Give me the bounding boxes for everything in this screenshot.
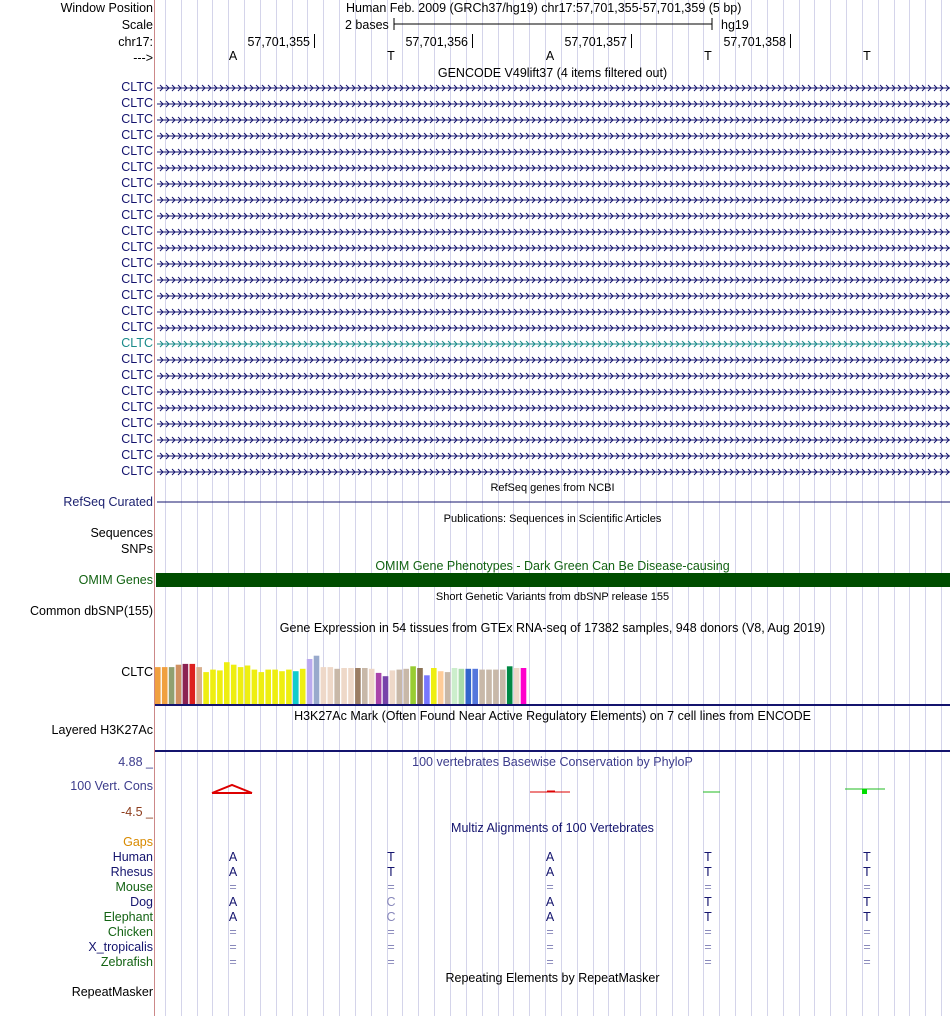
- alignment-base: A: [545, 895, 555, 909]
- gencode-transcript[interactable]: [157, 98, 950, 110]
- gencode-transcript-label[interactable]: CLTC: [121, 400, 153, 414]
- gencode-transcript[interactable]: [157, 338, 950, 350]
- gencode-transcript[interactable]: [157, 82, 950, 94]
- gtex-tissue-bar[interactable]: [507, 666, 513, 704]
- gencode-transcript-label[interactable]: CLTC: [121, 256, 153, 270]
- alignment-base: A: [228, 865, 238, 879]
- gencode-transcript-label[interactable]: CLTC: [121, 448, 153, 462]
- gencode-transcript[interactable]: [157, 450, 950, 462]
- gencode-transcript-label[interactable]: CLTC: [121, 96, 153, 110]
- gencode-transcript-label[interactable]: CLTC: [121, 272, 153, 286]
- gtex-tissue-bar[interactable]: [521, 668, 527, 704]
- gtex-tissue-bar[interactable]: [314, 656, 320, 704]
- ruler-tick: [631, 34, 632, 48]
- alignment-base: =: [387, 925, 395, 939]
- species-label[interactable]: Dog: [130, 895, 153, 909]
- gtex-tissue-bar[interactable]: [376, 673, 382, 704]
- scale-text: 2 bases: [345, 18, 389, 32]
- gencode-transcript-label[interactable]: CLTC: [121, 240, 153, 254]
- species-label[interactable]: X_tropicalis: [88, 940, 153, 954]
- reference-base: T: [387, 49, 395, 63]
- omim-feature-bar[interactable]: [156, 573, 950, 587]
- alignment-base: =: [704, 940, 712, 954]
- gencode-transcript[interactable]: [157, 178, 950, 190]
- alignment-base: =: [863, 955, 871, 969]
- alignment-base: T: [863, 850, 871, 864]
- alignment-base: T: [863, 865, 871, 879]
- alignment-base: T: [704, 910, 712, 924]
- gencode-transcript[interactable]: [157, 290, 950, 302]
- gencode-transcript[interactable]: [157, 162, 950, 174]
- alignment-base: T: [704, 895, 712, 909]
- gencode-transcript-label[interactable]: CLTC: [121, 416, 153, 430]
- gtex-tissue-bar[interactable]: [424, 675, 430, 704]
- alignment-base: =: [704, 955, 712, 969]
- gtex-tissue-bar[interactable]: [500, 670, 506, 704]
- alignment-base: =: [546, 940, 554, 954]
- alignment-base: =: [387, 880, 395, 894]
- scale-assembly: hg19: [721, 18, 749, 32]
- alignment-base: =: [704, 880, 712, 894]
- gencode-transcript-label[interactable]: CLTC: [121, 288, 153, 302]
- gencode-transcript[interactable]: [157, 322, 950, 334]
- alignment-base: =: [229, 880, 237, 894]
- window-position-label: Window Position: [60, 1, 153, 15]
- gtex-tissue-bar[interactable]: [279, 671, 285, 704]
- gtex-tissue-bar[interactable]: [155, 667, 161, 704]
- refseq-line[interactable]: [157, 501, 950, 504]
- species-label[interactable]: Zebrafish: [100, 955, 153, 969]
- gtex-tissue-bar[interactable]: [231, 665, 237, 704]
- gtex-tissue-bar[interactable]: [217, 670, 223, 704]
- gtex-tissue-bar[interactable]: [210, 670, 216, 704]
- alignment-base: A: [228, 910, 238, 924]
- gtex-title[interactable]: Gene Expression in 54 tissues from GTEx RNA-seq of 17382 samples, 948 donors (V8, Aug 2019): [279, 621, 826, 635]
- alignment-base: T: [704, 865, 712, 879]
- gtex-tissue-bar[interactable]: [438, 671, 444, 704]
- gtex-tissue-bar[interactable]: [265, 670, 271, 704]
- gtex-tissue-bar[interactable]: [390, 670, 396, 704]
- reference-base: A: [228, 49, 238, 63]
- gtex-tissue-bar[interactable]: [321, 667, 327, 704]
- gencode-transcript-label[interactable]: CLTC: [121, 208, 153, 222]
- scale-label: Scale: [121, 18, 153, 32]
- gtex-tissue-bar[interactable]: [300, 669, 306, 704]
- gencode-transcript[interactable]: [157, 146, 950, 158]
- dbsnp-label[interactable]: Common dbSNP(155): [30, 604, 153, 618]
- gtex-tissue-bar[interactable]: [417, 668, 423, 704]
- ruler-position: 57,701,356: [405, 35, 468, 49]
- gtex-tissue-bar[interactable]: [259, 672, 265, 704]
- gtex-tissue-bar[interactable]: [286, 670, 292, 704]
- alignment-base: A: [228, 895, 238, 909]
- gencode-transcript[interactable]: [157, 194, 950, 206]
- alignment-base: A: [228, 850, 238, 864]
- gtex-tissue-bar[interactable]: [397, 670, 403, 704]
- reference-base: T: [704, 49, 712, 63]
- gencode-transcript[interactable]: [157, 402, 950, 414]
- gtex-bar-chart[interactable]: [155, 634, 555, 704]
- alignment-base: =: [863, 880, 871, 894]
- gtex-tissue-bar[interactable]: [190, 664, 196, 704]
- gtex-tissue-bar[interactable]: [196, 667, 202, 704]
- gencode-transcript[interactable]: [157, 386, 950, 398]
- gencode-title[interactable]: GENCODE V49lift37 (4 items filtered out): [437, 66, 668, 80]
- ruler-position: 57,701,355: [247, 35, 310, 49]
- gencode-transcript-label[interactable]: CLTC: [121, 80, 153, 94]
- gencode-transcript-label[interactable]: CLTC: [121, 368, 153, 382]
- gtex-tissue-bar[interactable]: [272, 670, 278, 704]
- gencode-transcript-label[interactable]: CLTC: [121, 432, 153, 446]
- gtex-tissue-bar[interactable]: [431, 668, 437, 704]
- gencode-transcript[interactable]: [157, 114, 950, 126]
- alignment-base: A: [545, 865, 555, 879]
- gtex-tissue-bar[interactable]: [403, 669, 409, 704]
- gtex-tissue-bar[interactable]: [293, 671, 299, 704]
- gencode-transcript-label[interactable]: CLTC: [121, 128, 153, 142]
- publications-title[interactable]: Publications: Sequences in Scientific Articles: [443, 513, 662, 525]
- gtex-tissue-bar[interactable]: [369, 669, 375, 704]
- species-label[interactable]: Mouse: [115, 880, 153, 894]
- gencode-transcript-label[interactable]: CLTC: [121, 176, 153, 190]
- h3k27ac-title[interactable]: H3K27Ac Mark (Often Found Near Active Regulatory Elements) on 7 cell lines from ENCODE: [294, 709, 811, 723]
- gtex-tissue-bar[interactable]: [238, 667, 244, 704]
- gencode-transcript-label[interactable]: CLTC: [121, 192, 153, 206]
- refseq-label[interactable]: RefSeq Curated: [63, 495, 153, 509]
- alignment-base: C: [386, 910, 396, 924]
- alignment-base: A: [545, 850, 555, 864]
- gencode-transcript[interactable]: [157, 434, 950, 446]
- gencode-transcript[interactable]: [157, 354, 950, 366]
- gencode-transcript[interactable]: [157, 370, 950, 382]
- gencode-transcript-label[interactable]: CLTC: [121, 384, 153, 398]
- alignment-base: =: [546, 955, 554, 969]
- species-label[interactable]: Rhesus: [110, 865, 153, 879]
- alignment-base: =: [546, 925, 554, 939]
- gtex-tissue-bar[interactable]: [307, 659, 313, 704]
- gencode-transcript[interactable]: [157, 418, 950, 430]
- gencode-transcript-label[interactable]: CLTC: [121, 224, 153, 238]
- conservation-min-label: -4.5 _: [121, 805, 153, 819]
- gtex-tissue-bar[interactable]: [334, 669, 340, 704]
- ruler-tick: [790, 34, 791, 48]
- multiz-title[interactable]: Multiz Alignments of 100 Vertebrates: [451, 821, 654, 835]
- conservation-label[interactable]: 100 Vert. Cons: [70, 779, 153, 793]
- gtex-tissue-bar[interactable]: [341, 668, 347, 704]
- alignment-base: =: [863, 940, 871, 954]
- gtex-tissue-bar[interactable]: [245, 666, 251, 705]
- repeatmasker-title[interactable]: Repeating Elements by RepeatMasker: [445, 971, 660, 985]
- gencode-transcript[interactable]: [157, 210, 950, 222]
- alignment-base: =: [229, 940, 237, 954]
- gtex-tissue-bar[interactable]: [493, 670, 499, 704]
- species-label[interactable]: Elephant: [103, 910, 153, 924]
- species-label[interactable]: Human: [112, 850, 153, 864]
- gencode-transcript-label[interactable]: CLTC: [121, 144, 153, 158]
- reference-base: A: [545, 49, 555, 63]
- multiz-gaps-label[interactable]: Gaps: [123, 835, 153, 849]
- gtex-tissue-bar[interactable]: [328, 667, 334, 704]
- gtex-gene-label[interactable]: CLTC: [121, 665, 153, 679]
- alignment-base: T: [863, 895, 871, 909]
- gencode-transcript[interactable]: [157, 226, 950, 238]
- alignment-base: =: [704, 925, 712, 939]
- ruler-position: 57,701,358: [723, 35, 786, 49]
- scale-bar: [393, 17, 715, 31]
- alignment-base: =: [229, 955, 237, 969]
- strand-label: --->: [133, 51, 153, 65]
- gtex-tissue-bar[interactable]: [176, 665, 182, 704]
- gencode-transcript-label[interactable]: CLTC: [121, 336, 153, 350]
- window-position-value: Human Feb. 2009 (GRCh37/hg19) chr17:57,701,355-57,701,359 (5 bp): [346, 1, 742, 15]
- alignment-base: =: [863, 925, 871, 939]
- gencode-transcript[interactable]: [157, 258, 950, 270]
- refseq-title[interactable]: RefSeq genes from NCBI: [490, 482, 615, 494]
- gencode-transcript[interactable]: [157, 130, 950, 142]
- gtex-tissue-bar[interactable]: [355, 668, 361, 704]
- conservation-title[interactable]: 100 vertebrates Basewise Conservation by PhyloP: [412, 755, 693, 769]
- conservation-max-label: 4.88 _: [118, 755, 153, 769]
- alignment-base: T: [387, 850, 395, 864]
- gtex-tissue-bar[interactable]: [383, 676, 389, 704]
- alignment-base: =: [229, 925, 237, 939]
- alignment-base: C: [386, 895, 396, 909]
- gtex-tissue-bar[interactable]: [472, 669, 478, 704]
- gencode-transcript[interactable]: [157, 274, 950, 286]
- ruler-tick: [472, 34, 473, 48]
- chrom-label: chr17:: [118, 35, 153, 49]
- gtex-tissue-bar[interactable]: [410, 666, 416, 704]
- gtex-tissue-bar[interactable]: [466, 669, 472, 704]
- track-separator: [155, 704, 950, 706]
- gencode-transcript-label[interactable]: CLTC: [121, 112, 153, 126]
- alignment-base: =: [387, 955, 395, 969]
- gencode-transcript[interactable]: [157, 466, 950, 478]
- gtex-tissue-bar[interactable]: [169, 667, 175, 704]
- gtex-tissue-bar[interactable]: [445, 672, 451, 704]
- alignment-base: T: [387, 865, 395, 879]
- gencode-transcript[interactable]: [157, 306, 950, 318]
- gencode-transcript-label[interactable]: CLTC: [121, 304, 153, 318]
- gtex-tissue-bar[interactable]: [183, 664, 189, 704]
- gtex-tissue-bar[interactable]: [479, 670, 485, 704]
- species-label[interactable]: Chicken: [107, 925, 153, 939]
- alignment-base: T: [704, 850, 712, 864]
- omim-label[interactable]: OMIM Genes: [78, 573, 153, 587]
- gtex-tissue-bar[interactable]: [514, 668, 520, 704]
- reference-base: T: [863, 49, 871, 63]
- gtex-tissue-bar[interactable]: [348, 668, 354, 704]
- dbsnp-title[interactable]: Short Genetic Variants from dbSNP release 155: [435, 591, 670, 603]
- gtex-tissue-bar[interactable]: [224, 662, 230, 704]
- gtex-tissue-bar[interactable]: [362, 668, 368, 704]
- ruler-position: 57,701,357: [564, 35, 627, 49]
- gencode-transcript[interactable]: [157, 242, 950, 254]
- gtex-tissue-bar[interactable]: [459, 669, 465, 704]
- alignment-base: =: [546, 880, 554, 894]
- gencode-transcript-label[interactable]: CLTC: [121, 464, 153, 478]
- h3k27ac-label[interactable]: Layered H3K27Ac: [51, 723, 153, 737]
- gtex-tissue-bar[interactable]: [486, 670, 492, 704]
- gtex-tissue-bar[interactable]: [452, 668, 458, 704]
- gtex-tissue-bar[interactable]: [252, 670, 258, 704]
- gencode-transcript-label[interactable]: CLTC: [121, 352, 153, 366]
- alignment-base: A: [545, 910, 555, 924]
- alignment-base: =: [387, 940, 395, 954]
- track-separator: [155, 750, 950, 752]
- gencode-transcript-label[interactable]: CLTC: [121, 320, 153, 334]
- publications-label-snps[interactable]: SNPs: [121, 542, 153, 556]
- ruler-tick: [314, 34, 315, 48]
- alignment-base: T: [863, 910, 871, 924]
- repeatmasker-label[interactable]: RepeatMasker: [71, 985, 153, 999]
- gtex-tissue-bar[interactable]: [162, 667, 168, 704]
- publications-label-sequences[interactable]: Sequences: [90, 526, 153, 540]
- omim-title[interactable]: OMIM Gene Phenotypes - Dark Green Can Be Disease-causing: [375, 559, 730, 573]
- gencode-transcript-label[interactable]: CLTC: [121, 160, 153, 174]
- gtex-tissue-bar[interactable]: [203, 672, 209, 704]
- phylop-graph[interactable]: [155, 780, 950, 800]
